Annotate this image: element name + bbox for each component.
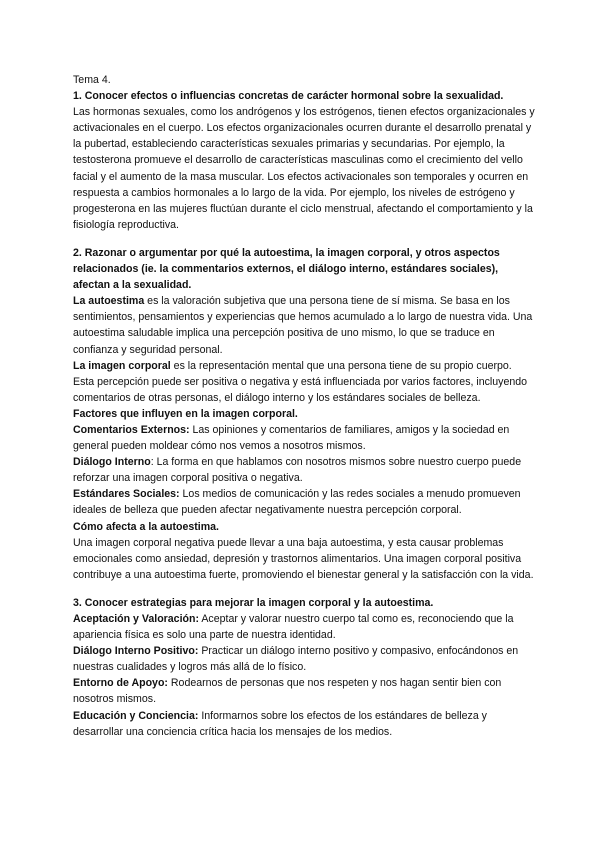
factores-heading: Factores que influyen en la imagen corporal.	[73, 407, 298, 420]
estandares-text: Los medios de comunicación y las redes sociales a menudo promueven ideales de belleza que pueden afectar negativamente nuestra percepción corporal.	[73, 488, 521, 517]
document-title: Tema 4.	[73, 74, 111, 86]
positivo-term: Diálogo Interno Positivo:	[73, 645, 199, 658]
estandares-term: Estándares Sociales:	[73, 488, 180, 501]
educacion-term: Educación y Conciencia:	[73, 709, 199, 722]
autoestima-paragraph	[73, 293, 535, 357]
como-paragraph: Una imagen corporal negativa puede llevar a una baja autoestima, y esta causar problemas emocionales como ansiedad, depresión y trastornos alimentarios. Una imagen corporal positiva contribuye a una autoestima fuerte, promoviendo el bienestar general y la satisfacción con la vida.	[73, 536, 534, 581]
aceptacion-text: Aceptar y valorar nuestro cuerpo tal como es, reconociendo que la apariencia física es solo una parte de nuestra identidad.	[73, 613, 514, 642]
section-2-heading: 2. Razonar o argumentar por qué la autoestima, la imagen corporal, y otros aspectos relacionados (ie. la commentarios externos, el diálogo interno, estándares sociales), afectan a la sexualidad.	[73, 246, 500, 292]
entorno-text: Rodearnos de personas que nos respeten y nos hagan sentir bien con nosotros mismos.	[73, 677, 502, 706]
comentarios-paragraph	[73, 422, 535, 454]
positivo-text: Practicar un diálogo interno positivo y compasivo, enfocándonos en nuestras cualidades y logros más allá de lo físico.	[73, 645, 519, 674]
dialogo-paragraph	[73, 454, 535, 486]
comentarios-text: Las opiniones y comentarios de familiares, amigos y la sociedad en general pueden moldear cómo nos vemos a nosotros mismos.	[73, 423, 510, 453]
educacion-paragraph	[73, 708, 535, 740]
aceptacion-term: Aceptación y Valoración:	[73, 613, 199, 625]
educacion-text: Informarnos sobre los efectos de los estándares de belleza y desarrollar una conciencia crítica hacia los mensajes de los medios.	[73, 709, 487, 738]
section-1-body: Las hormonas sexuales, como los andrógenos y los estrógenos, tienen efectos organizacionales y activacionales en el cuerpo. Los efectos organizacionales ocurren durante el desarrollo prenatal y la pubertad, estableciendo características sexuales primarias y secundarias. Por ejemplo, la testosterona promueve el desarrollo de características masculinas como el crecimiento del vello facial y el aumento de la masa muscular. Los efectos activacionales son temporales y ocurren en respuesta a cambios hormonales a lo largo de la vida. Por ejemplo, los niveles de estrógeno y progesterona en las mujeres fluctúan durante el ciclo menstrual, afectando el comportamiento y la fisiología reproductiva.	[73, 106, 535, 231]
section-1-heading: 1. Conocer efectos o influencias concretas de carácter hormonal sobre la sexualidad.	[73, 90, 504, 103]
comentarios-term: Comentarios Externos:	[73, 423, 190, 436]
entorno-paragraph	[73, 675, 535, 707]
section-3-heading: 3. Conocer estrategias para mejorar la imagen corporal y la autoestima.	[73, 596, 434, 609]
dialogo-term: Diálogo Interno	[73, 456, 151, 469]
autoestima-text: es la valoración subjetiva que una persona tiene de sí misma. Se basa en los sentimientos, pensamientos y experiencias que hemos acumulado a lo largo de nuestra vida. Una autoestima saludable implica una percepción positiva de uno mismo, lo que se traduce en confianza y seguridad personal.	[73, 295, 533, 356]
imagen-term: La imagen corporal	[73, 359, 171, 372]
aceptacion-paragraph	[73, 611, 535, 643]
imagen-paragraph	[73, 358, 535, 406]
imagen-text: es la representación mental que una persona tiene de su propio cuerpo. Esta percepción puede ser positiva o negativa y está influenciada por varios factores, incluyendo comentarios de otras personas, el diálogo interno y los estándares sociales de belleza.	[73, 359, 528, 404]
como-heading: Cómo afecta a la autoestima.	[73, 520, 220, 533]
entorno-term: Entorno de Apoyo:	[73, 677, 168, 690]
positivo-paragraph	[73, 643, 535, 675]
estandares-paragraph	[73, 486, 535, 518]
document-page	[73, 72, 535, 740]
autoestima-term: La autoestima	[73, 295, 145, 308]
dialogo-text: : La forma en que hablamos con nosotros mismos sobre nuestro cuerpo puede reforzar una imagen corporal positiva o negativa.	[73, 456, 522, 485]
